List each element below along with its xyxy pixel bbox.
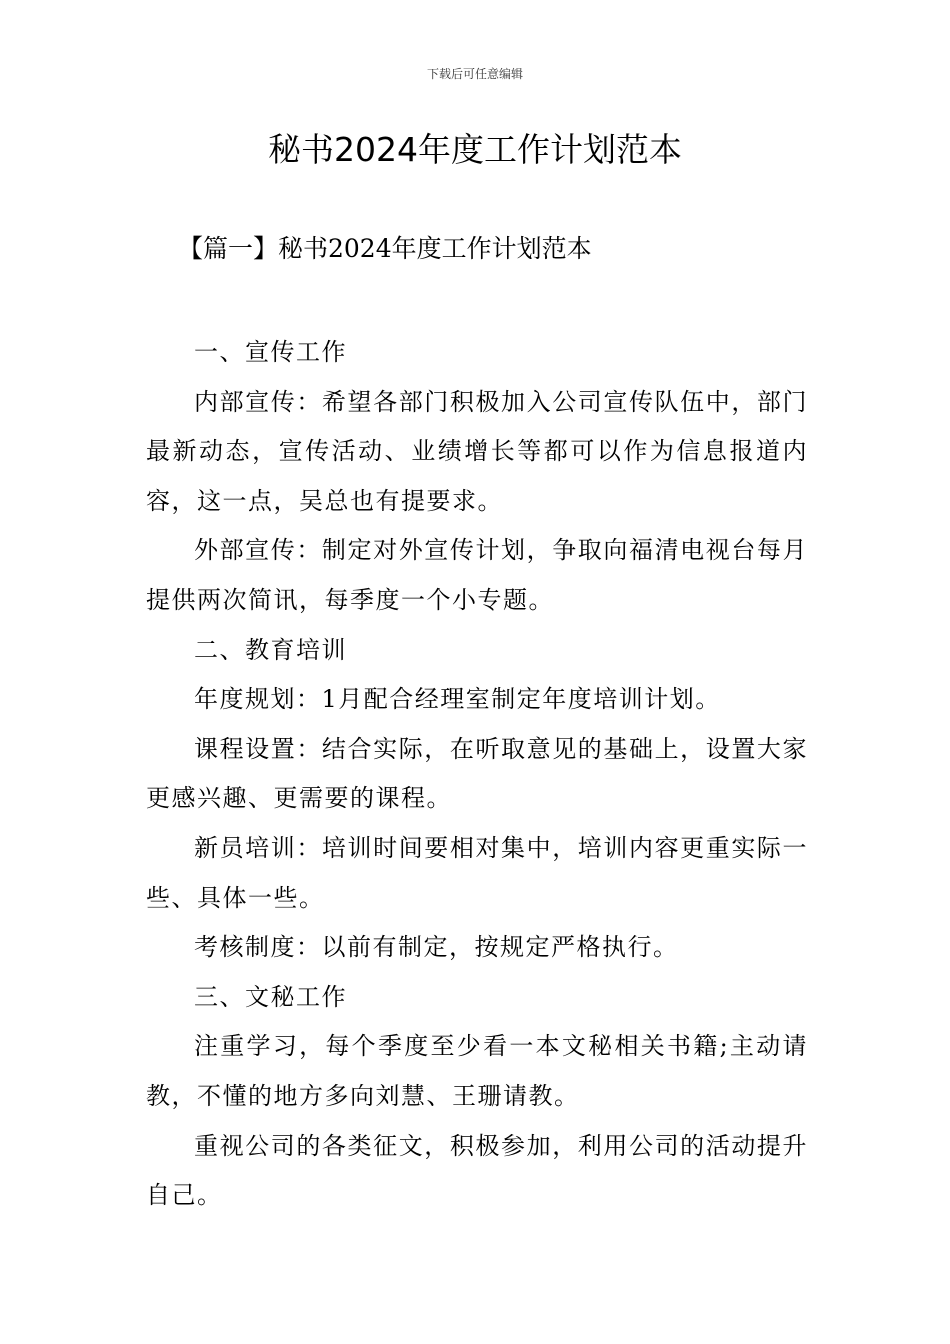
paragraph-annual-plan: 年度规划：1月配合经理室制定年度培训计划。 xyxy=(194,685,721,714)
paragraph-new-staff-training: 新员培训：培训时间要相对集中，培训内容更重实际一些、具体一些。 xyxy=(146,833,808,912)
section-subtitle: 【篇一】秘书2024年度工作计划范本 xyxy=(178,234,592,263)
heading-publicity: 一、宣传工作 xyxy=(194,338,347,366)
paragraph-external-publicity: 外部宣传：制定对外宣传计划，争取向福清电视台每月提供两次简讯，每季度一个小专题。 xyxy=(146,536,808,614)
paragraph-essays: 重视公司的各类征文，积极参加，利用公司的活动提升自己。 xyxy=(146,1131,808,1210)
paragraph-courses: 课程设置：结合实际，在听取意见的基础上，设置大家更感兴趣、更需要的课程。 xyxy=(146,734,808,813)
heading-training: 二、教育培训 xyxy=(194,635,347,664)
document-title: 秘书2024年度工作计划范本 xyxy=(268,130,682,169)
header-note: 下载后可任意编辑 xyxy=(426,67,523,81)
paragraph-internal-publicity: 内部宣传：希望各部门积极加入公司宣传队伍中，部门最新动态，宣传活动、业绩增长等都可以作为信息报道内容，这一点，吴总也有提要求。 xyxy=(146,387,808,515)
paragraph-assessment: 考核制度：以前有制定，按规定严格执行。 xyxy=(194,933,679,962)
document-body xyxy=(146,328,808,1221)
paragraph-study: 注重学习，每个季度至少看一本文秘相关书籍;主动请教，不懂的地方多向刘慧、王珊请教。 xyxy=(146,1032,808,1110)
heading-secretarial: 三、文秘工作 xyxy=(194,982,347,1011)
